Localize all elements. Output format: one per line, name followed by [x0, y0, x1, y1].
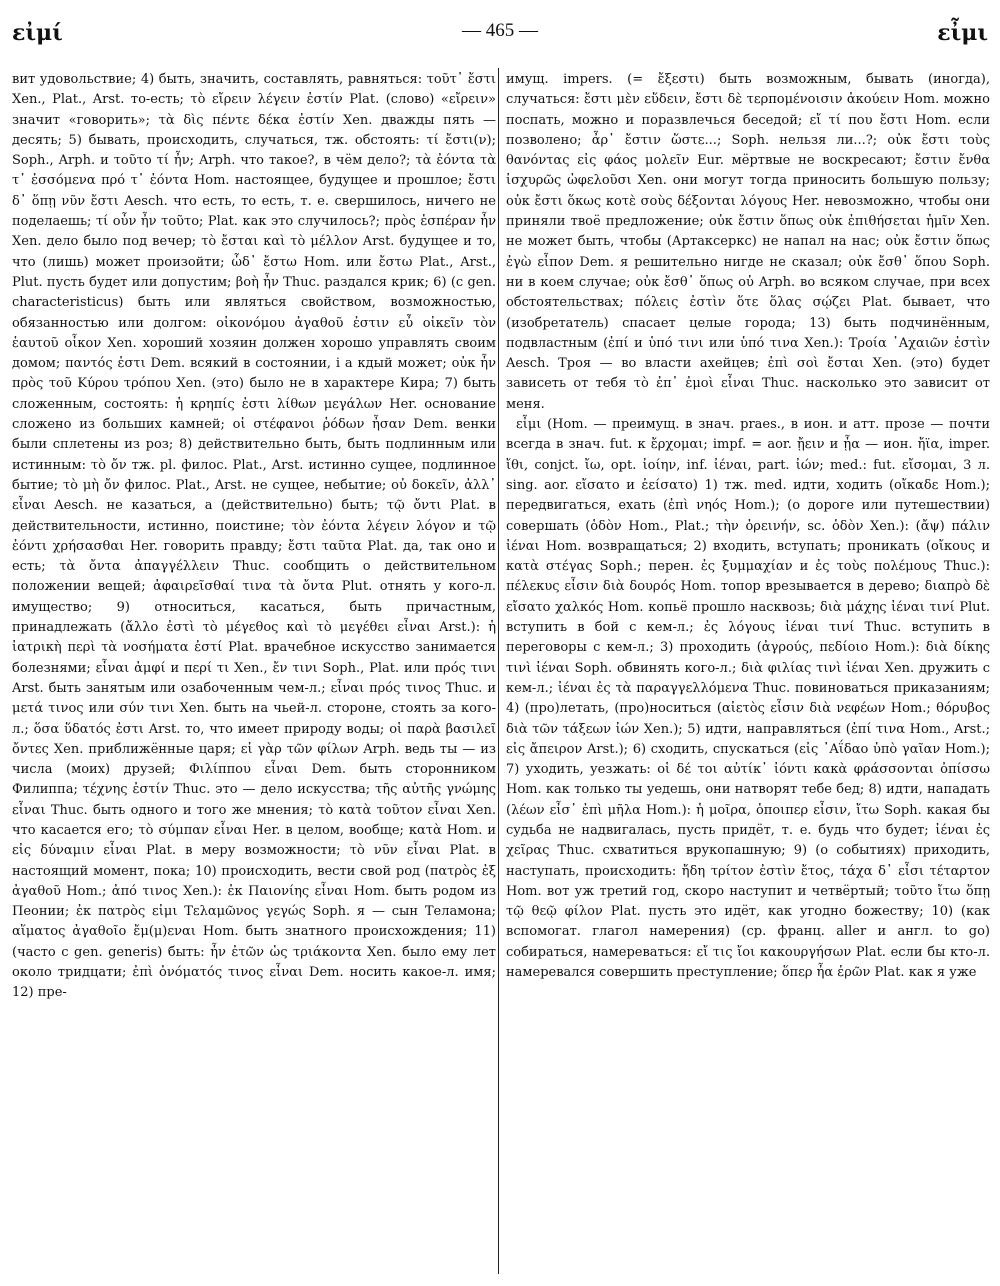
left-headword: εἰμί [12, 20, 63, 46]
entry-text: вит удовольствие; 4) быть, значить, составлять, равняться: τοῦτ᾽ ἔστι Xen., Plat., Arst. то-есть; τὸ εἴρειν λέγειν ἐστίν Plat. (слово) «εἴρειν» значит «говорить»; τὰ δὶς πέντε δέκα ἐστίν Xen. дважды пять — десять; 5) бывать, происходить, случаться, тж. обстоять: τί ἔστι(ν); Soph., Arph. и τοῦτο τί ἦν; Arph. что такое?, в чём дело?; τὰ ἐόντα τὰ τ᾽ ἐσσόμενα πρό τ᾽ ἐόντα Hom. настоящее, будущее и прошлое; ἔστι δ᾽ ὅπῃ νῦν ἔστι Aesch. что есть, то есть, т. е. свершилось, ничего не поделаешь; τί οὖν ἦν τοῦτο; Plat. как это случилось?; πρὸς ἑσπέραν ἦν Xen. дело было под вечер; τὸ ἔσται καὶ τὸ μέλλον Arst. будущее и то, что (лишь) может произойти; ὧδ᾽ ἔστω Hom. или ἔστω Plat., Arst., Plut. пусть будет или допустим; βοὴ ἦν Thuc. раздался крик; 6) (c gen. characteristicus) быть или являться свойством, возможностью, обязанностью или долгом: οἰκονόμου ἀγαθοῦ ἐστιν εὖ οἰκεῖν τὸν ἑαυτοῦ οἶκον Xen. хороший хозяин должен хорошо управлять своим домом; παντός ἐστι Dem. всякий в состоянии, і а кдый может; οὐκ ἦν πρὸς τοῦ Κύρου τρόπου Xen. (это) было не в характере Кира; 7) быть сложенным, состоять: ἡ κρηπίς ἐστι λίθων μεγάλων Her. основание сложено из больших камней; οἱ στέφανοι ῥόδων ἦσαν Dem. венки были сплетены из роз; 8) действительно быть, быть подлинным или истинным: τὸ ὄν тж. pl. филос. Plat., Arst. истинно сущее, подлинное бытие; τὸ μὴ ὄν филос. Plat., Arst. не сущее, небытие; οὐ δοκεῖν, ἀλλ᾽ εἶναι Aesch. не казаться, а (действительно) быть; τῷ ὄντι Plat. в действительности, истинно, поистине; τὸν ἐόντα λέγειν λόγον и τῷ ἐόντι χρήσασθαι Her. говорить правду; ἔστι ταῦτα Plat. да, так оно и есть; τὰ ὄντα ἀπαγγέλλειν Thuc. сообщить о действительном положении вещей; ἀφαιρεῖσθαί τινα τὰ ὄντα Plut. отнять у кого-л. имущество; 9) относиться, касаться, быть причастным, принадлежать (ἄλλο ἐστὶ τὸ μέγεθος καὶ τὸ μεγέθει εἶναι Arst.): ἡ ἰατρικὴ περὶ τὰ νοσήματα ἐστί Plat. врачебное искусство занимается болезнями; εἶναι ἀμφί и περί τι Xen., ἔν τινι Soph., Plat. или πρός τινι Arst. быть занятым или озабоченным чем-л.; εἶναι πρός τινος Thuc. и μετά τινος или σύν τινι Xen. быть на чьей-л. стороне, стоять за кого-л.; ὅσα ὕδατός ἐστι Arst. то, что имеет природу воды; οἱ παρὰ βασιλεῖ ὄντες Xen. приближённые царя; εἰ γὰρ τῶν φίλων Arph. ведь ты — из числа (моих) друзей; Φιλίππου εἶναι Dem. быть сторонником Филиппа; τέχνης ἐστίν Thuc. это — дело искусства; τῆς αὐτῆς γνώμης εἶναι Thuc. быть одного и того же мнения; τὸ κατὰ τοῦτον εἶναι Xen. что касается его; τὸ σύμπαν εἶναι Her. в целом, вообще; κατὰ Hom. и εἰς δύναμιν εἶναι Plat. в меру возможности; τὸ νῦν εἶναι Plat. в настоящий момент, пока; 10) происходить, вести свой род (πατρὸς ἐξ ἀγαθοῦ Hom.; ἀπό τινος Xen.): ἐκ Παιονίης εἶναι Hom. быть родом из Пеонии; ἐκ πατρὸς εἰμι Τελαμῶνος γεγώς Soph. я — сын Теламона; αἵματος ἀγαθοῖο ἔμ(μ)εναι Hom. быть знатного происхождения; 11) (часто с gen. generis) быть: ἦν ἐτῶν ὡς τριάκοντα Xen. было ему лет около тридцати; ἐπὶ ὀνόματός τινος εἶναι Dem. носить какое-л. имя; 12) пре- [12, 72, 496, 1001]
column-divider [498, 68, 499, 1274]
page-header [0, 6, 1000, 46]
right-headword: εἶμι [937, 20, 988, 46]
left-column [12, 70, 496, 1280]
entry-eimi: εἶμι (Hom. — преимущ. в знач. praes., в ион. и атт. прозе — почти всегда в знач. fut. к ἔρχομαι; impf. = aor. ᾔειν и ᾖα — ион. ἤϊα, imper. ἴθι, conjct. ἴω, opt. ἰοίην, inf. ἰέναι, part. ἰών; med.: fut. εἴσομαι, 3 л. sing. aor. εἴσατο и ἐείσατο) 1) тж. med. идти, ходить (οἴκαδε Hom.); передвигаться, ехать (ἐπὶ νηός Hom.); (о дороге или путешествии) совершать (ὁδὸν Hom., Plat.; τὴν ὀρεινήν, sc. ὁδὸν Xen.): (ἄψ) πάλιν ἰέναι Hom. возвращаться; 2) входить, вступать; проникать (οἴκους и κατὰ στέγας Soph.; перен. ἐς ξυμμαχίαν и ἐς τοὺς πολέμους Thuc.): πέλεκυς εἶσιν διὰ δουρός Hom. топор врезывается в дерево; διαπρὸ δὲ εἴσατο χαλκός Hom. копьё прошло насквозь; διὰ μάχης ἰέναι τινί Plut. вступить в бой с кем-л.; ἐς λόγους ἰέναι τινί Thuc. вступить в переговоры с кем-л.; 3) проходить (ἀγρούς, πεδίοιο Hom.): διὰ δίκης τινὶ ἰέναι Soph. обвинять кого-л.; διὰ φιλίας τινὶ ἰέναι Xen. дружить с кем-л.; ἰέναι ἐς τὰ παραγγελλόμενα Thuc. повиноваться приказаниям; 4) (про)летать, (про)носиться (αἰετὸς εἶσιν διὰ νεφέων Hom.; θόρυβος διὰ τῶν τάξεων ἰών Xen.); 5) идти, направляться (ἐπί τινα Hom., Arst.; εἰς ἄπειρον Arst.); 6) сходить, спускаться (εἰς ᾿Αΐδαο ὑπὸ γαῖαν Hom.); 7) уходить, уезжать: οἱ δέ τοι αὐτίκ᾽ ἰόντι κακὰ φράσσονται ὀπίσσω Hom. как только ты уедешь, они натворят тебе бед; 8) идти, нападать (λέων εἶσ᾽ ἐπὶ μῆλα Hom.): ἡ μοῖρα, ὁποιπερ εἶσιν, ἴτω Soph. какая бы судьба не надвигалась, пусть придёт, т. е. будь что будет; ἰέναι ἐς χεῖρας Thuc. схватиться врукопашную; 9) (о событиях) приходить, наступать, происходить: ἤδη τρίτον ἐστὶν ἔτος, τάχα δ᾽ εἶσι τέταρτον Hom. вот уж третий год, скоро наступит и четвёртый; τοῦτο ἴτω ὅπῃ τῷ θεῷ φίλον Plat. пусть это идёт, как угодно божеству; 10) (как вспомогат. глагол намерения) (ср. франц. aller и англ. to go) собираться, намереваться: εἴ τις ἴοι κακουργήσων Plat. если бы кто-л. намеревался совершить преступление; ὅπερ ἦα ἐρῶν Plat. как я уже [506, 417, 990, 981]
page-number: — 465 — [462, 20, 538, 41]
right-column [506, 70, 990, 1280]
entry-continuation: имущ. impers. (= ἔξεστι) быть возможным, бывать (иногда), случаться: ἔστι μὲν εὕδειν, ἔστι δὲ τερπομένοισιν ἀκούειν Hom. можно поспать, можно и поразвлечься беседой; εἴ τί που ἔστι Hom. если позволено; ἆρ᾽ ἔστιν ὥστε...; Soph. нельзя ли...?; οὐκ ἔστι τοὺς θανόντας εἰς φάος μολεῖν Eur. мёртвые не воскресают; ἔστιν ἔνθα ἰσχυρῶς ὠφελοῦσι Xen. они могут тогда приносить большую пользу; οὐκ ἔστι ὅκως κοτὲ σοὺς δέξονται λόγους Her. невозможно, чтобы они приняли твоё предложение; οὐκ ἔστιν ὅπως οὐκ ἐπιθήσεται ἡμῖν Xen. не может быть, чтобы (Артаксеркс) не напал на нас; οὐκ ἔστιν ὅπως ἐγὼ εἶπον Dem. я решительно нигде не сказал; οὐκ ἔσθ᾽ ὅπου Soph. ни в коем случае; οὐκ ἔσθ᾽ ὅπως οὐ Arph. во всяком случае, при всех обстоятельствах; πόλεις ἐστὶν ὅτε ὅλας σῴζει Plat. бывает, что (изобретатель) спасает целые города; 13) быть подчинённым, подвластным (ἐπί и ὑπό τινι или ὑπό τινα Xen.): Τροία ᾿Αχαιῶν ἐστὶν Aesch. Троя — во власти ахейцев; ἐπὶ σοὶ ἔσται Xen. (это) будет зависеть от тебя τὸ ἐπ᾽ ἐμοὶ εἶναι Thuc. насколько это зависит от меня. [506, 72, 990, 412]
